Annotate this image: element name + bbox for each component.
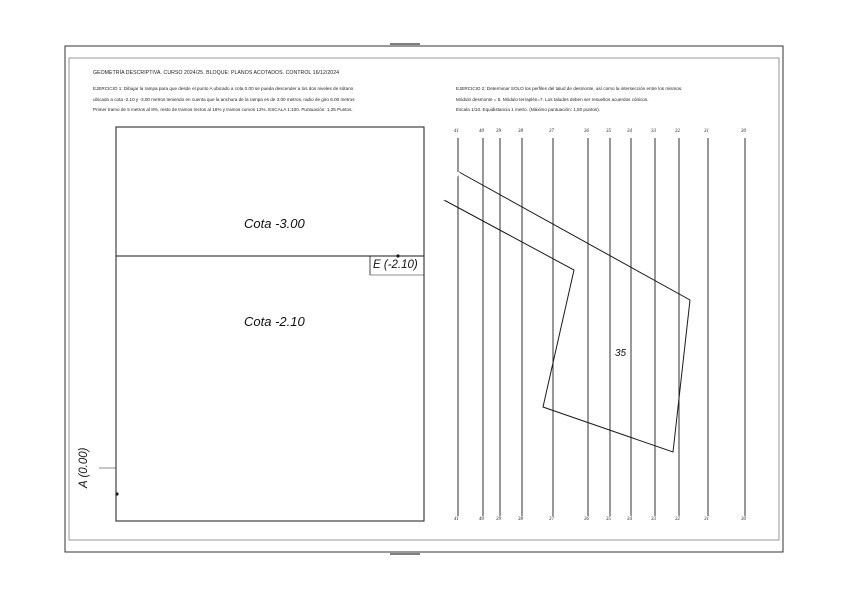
contour-label-bottom-39: 39: [496, 517, 501, 522]
exercise2-line-1: EJERCICIO 2: Determinar SOLO los perfiles del talud de desmonte, así como la intersección entre los mismos.: [456, 86, 683, 91]
contour-label-bottom-36: 36: [584, 517, 589, 522]
contour-label-top-37: 37: [549, 129, 554, 134]
contour-label-bottom-41: 41: [454, 517, 459, 522]
exercise2-drawing: [444, 138, 745, 516]
sheet-title: GEOMETRÍA DESCRIPTIVA. CURSO 2024/25. BLOQUE: PLANOS ACOTADOS. CONTROL 16/12/2024: [93, 70, 340, 76]
cota-upper-label: Cota -3.00: [244, 216, 305, 231]
exercise1-statement: [93, 84, 355, 116]
contour-label-top-32: 32: [675, 129, 680, 134]
exercise1-line-3: Primer tramo de 5 metros al 8%, resto de tramos rectos al 16% y tramos curvos 12%. ESCALA 1:100. Puntuación: 1,25 Puntos.: [93, 107, 353, 113]
contour-label-bottom-31: 31: [704, 517, 709, 522]
contour-label-bottom-40: 40: [479, 517, 484, 522]
contour-label-top-40: 40: [479, 129, 484, 134]
exercise1-line-2: ubicado a cota -2.10 y -3.00 metros teniendo en cuenta que la anchura de la rampa es de 3.00 metros, radio de giro 6.00 metros: [93, 96, 355, 102]
contour-label-top-36: 36: [584, 129, 589, 134]
point-a-label: A (0.00): [78, 447, 90, 488]
excavation-polygon: [444, 172, 690, 452]
cota-lower-label: Cota -2.10: [244, 314, 305, 329]
point-a-marker: [115, 492, 118, 495]
contour-label-top-39: 39: [496, 129, 501, 134]
exercise1-line-1: EJERCICIO 1: Dibujar la rampa para que desde el punto A ubicado a cota 0.00 se pueda descender a los dos niveles de sótano: [93, 86, 354, 91]
contour-label-top-35: 35: [606, 129, 611, 134]
point-e-label: E (-2.10): [373, 259, 418, 271]
exercise2-line-2: Módulo desmonte = 5. Módulo terraplén=7. Los taludes deben ser resueltos acuerdos cónicos.: [456, 96, 649, 102]
contour-label-bottom-30: 30: [741, 517, 746, 522]
contour-label-top-31: 31: [704, 129, 709, 134]
point-e-marker: [396, 254, 399, 257]
contour-label-bottom-38: 38: [518, 517, 523, 522]
contour-label-bottom-34: 34: [627, 517, 632, 522]
exercise2-statement: [456, 84, 682, 116]
polygon-gap-mask: [444, 172, 459, 200]
contour-label-bottom-32: 32: [675, 517, 680, 522]
contour-label-top-30: 30: [741, 129, 746, 134]
polygon-elevation-label: 35: [615, 348, 627, 359]
contour-label-top-38: 38: [518, 129, 523, 134]
exercise2-line-3: Escala 1/10. Equidistancia 1 metro. (Máximo puntuación: 1,50 puntos).: [456, 107, 601, 113]
contour-label-bottom-37: 37: [549, 517, 554, 522]
contour-label-top-33: 33: [651, 129, 656, 134]
contour-label-bottom-33: 33: [651, 517, 656, 522]
contour-label-bottom-35: 35: [606, 517, 611, 522]
contour-label-top-34: 34: [627, 129, 632, 134]
contour-label-top-41: 41: [454, 129, 459, 134]
